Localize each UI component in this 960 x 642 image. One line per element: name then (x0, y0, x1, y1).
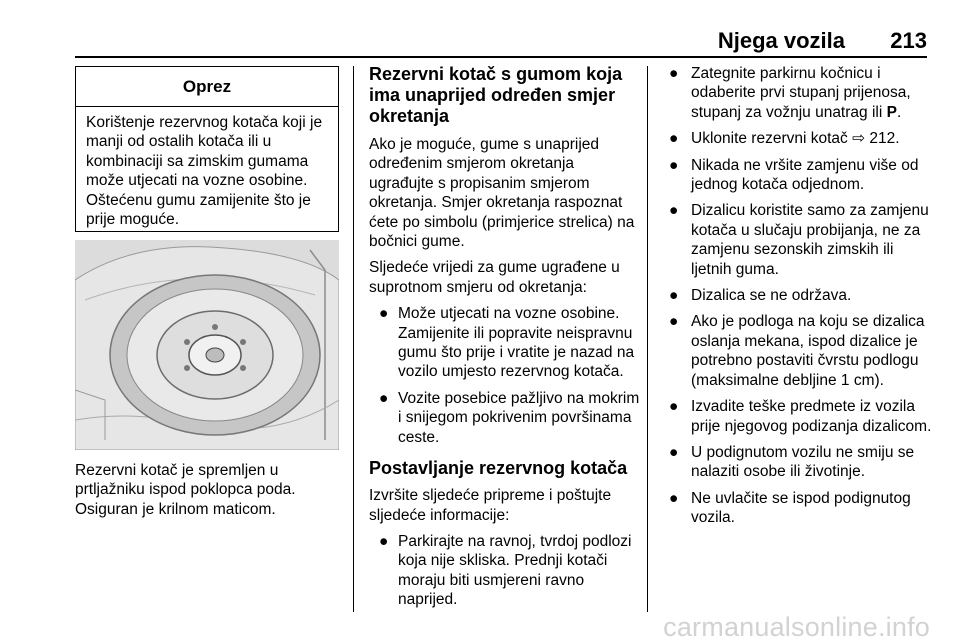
heading-fitting-spare: Postavljanje rezervnog kotača (369, 458, 628, 479)
bullet-icon: ● (669, 313, 679, 331)
list-item: ● Može utjecati na vozne osobine. Zamijenite ili popravite neispravnu gumu što prije i vratite je nazad na vozilo umjesto rezervnog kotača. (379, 305, 635, 381)
bullet-icon: ● (669, 130, 679, 148)
bullet-icon: ● (669, 202, 679, 220)
bullet-icon: ● (379, 305, 389, 323)
page-number: 213 (890, 28, 927, 53)
watermark: carmanualsonline.info (663, 612, 930, 642)
column-divider-1 (353, 66, 354, 612)
list-item: ● Izvadite teške predmete iz vozila prije njegovog podizanja dizalicom. (669, 398, 932, 435)
page-reference-arrow-icon: ⇨ (852, 130, 866, 148)
bullet-icon: ● (669, 65, 679, 82)
paragraph-preparation: Izvršite sljedeće pripreme i poštujte sljedeće informacije: (369, 487, 612, 524)
list-item: ● Ne uvlačite se ispod podignutog vozila. (669, 489, 911, 527)
list-item: ● Dizalicu koristite samo za zamjenu kotača u slučaju probijanja, ne za zamjenu sezonskih zimskih ili ljetnih guma. (669, 202, 929, 278)
spare-wheel-illustration (75, 240, 339, 450)
caution-box (75, 66, 339, 232)
column-2 (369, 64, 641, 617)
list-item: ● Parkirajte na ravnoj, tvrdoj podlozi koja nije skliska. Prednji kotači moraju biti usmjereni ravno naprijed. (379, 532, 632, 609)
list-preparation (369, 532, 641, 610)
list-item: ● Zategnite parkirnu kočnicu i odaberite prvi stupanj prijenosa, stupanj za vožnju unatrag ili P. (669, 65, 911, 121)
bullet-icon: ● (669, 443, 679, 461)
list-opposite-direction (369, 304, 641, 447)
list-item: ● Nikada ne vršite zamjenu više od jednog kotača odjednom. (669, 156, 919, 194)
spare-wheel-drawing (75, 240, 339, 450)
image-caption: Rezervni kotač je spremljen u prtljažniku ispod poklopca poda. Osiguran je krilnom maticom. (75, 462, 296, 518)
column-3 (661, 64, 933, 535)
page-reference: 212. (865, 130, 900, 148)
list-item: ● Dizalica se ne održava. (669, 287, 852, 305)
gear-p-label: P (886, 103, 897, 121)
list-item: ● U podignutom vozilu ne smiju se nalaziti osobe ili životinje. (669, 443, 915, 481)
page-header (75, 28, 927, 52)
heading-directional-tyre: Rezervni kotač s gumom koja ima unaprijed određen smjer okretanja (369, 64, 623, 126)
section-title: Njega vozila (717, 28, 845, 53)
header-rule (75, 56, 927, 58)
bullet-icon: ● (379, 389, 389, 407)
caution-title: Oprez (76, 67, 338, 107)
bullet-icon: ● (669, 398, 679, 416)
column-divider-2 (647, 66, 648, 612)
list-item: ● Ako je podloga na koju se dizalica oslanja mekana, ispod dizalice je potrebno postaviti čvrstu podlogu (maksimalne debljine 1 cm). (669, 313, 925, 389)
caution-text: Korištenje rezervnog kotača koji je manji od ostalih kotača ili u kombinaciji sa zimskim gumama može utjecati na vozne osobine. Oštećenu gumu zamijenite što je prije moguće. (86, 114, 323, 229)
list-item: ● Vozite posebice pažljivo na mokrim i snijegom pokrivenim površinama ceste. (379, 389, 640, 446)
bullet-icon: ● (669, 489, 679, 507)
list-item: ● Uklonite rezervni kotač ⇨ 212. (669, 130, 900, 148)
bullet-icon: ● (669, 156, 679, 174)
list-preparation-continued (661, 64, 933, 528)
bullet-icon: ● (379, 532, 389, 550)
paragraph-opposite-direction: Sljedeće vrijedi za gume ugrađene u suprotnom smjeru od okretanja: (369, 259, 620, 296)
paragraph-directional-intro: Ako je moguće, gume s unaprijed određenim smjerom okretanja ugrađujte s propisanim smjerom okretanja. Smjer okretanja raspoznat ćete po simbolu (primjerice strelica) na bočnici gume. (369, 136, 635, 251)
bullet-icon: ● (669, 287, 679, 305)
